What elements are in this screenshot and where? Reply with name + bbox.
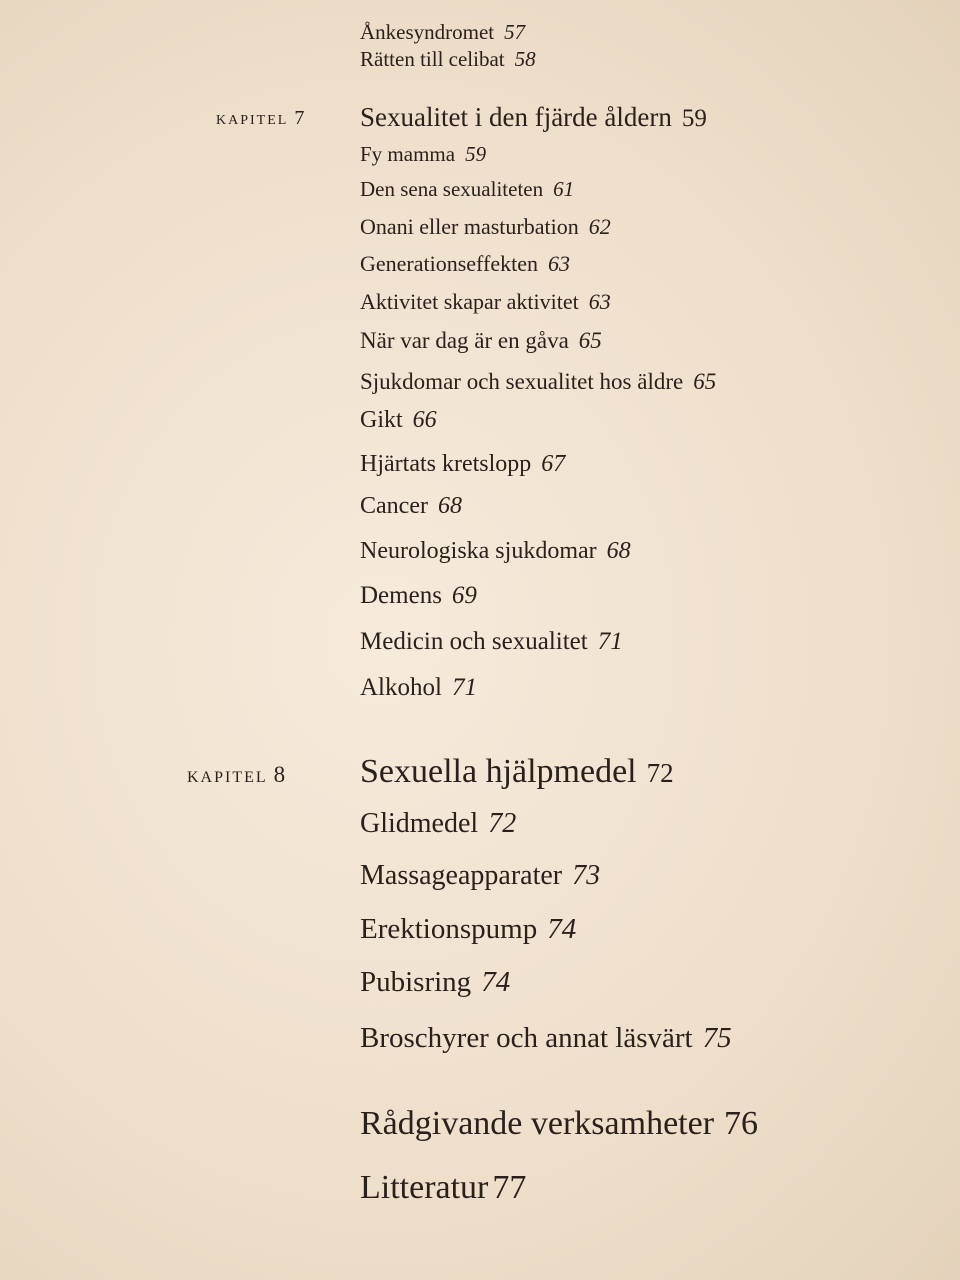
chapter-page: 72 bbox=[646, 758, 674, 788]
chapter-7-title bbox=[360, 104, 707, 131]
toc-entry-page: 57 bbox=[504, 20, 526, 44]
toc-entry: Broschyrer och annat läsvärt 75 bbox=[360, 1022, 732, 1054]
toc-entry: Demens 69 bbox=[360, 582, 477, 609]
toc-entry: När var dag är en gåva 65 bbox=[360, 328, 602, 353]
chapter-title: Sexuella hjälpmedel bbox=[360, 753, 637, 790]
toc-entry: Onani eller masturbation 62 bbox=[360, 214, 611, 239]
toc-entry: Pubisring 74 bbox=[360, 966, 511, 998]
toc-entry: Neurologiska sjukdomar 68 bbox=[360, 538, 631, 564]
toc-entry-back-matter: Litteratur 77 bbox=[360, 1169, 527, 1206]
chapter-page: 59 bbox=[681, 105, 707, 132]
toc-entry: Den sena sexualiteten 61 bbox=[360, 177, 575, 201]
toc-entry: Generationseffekten 63 bbox=[360, 251, 570, 276]
toc-entry: Aktivitet skapar aktivitet 63 bbox=[360, 289, 611, 314]
toc-entry: Gikt 66 bbox=[360, 407, 437, 433]
toc-entry: Hjärtats kretslopp 67 bbox=[360, 451, 566, 477]
toc-entry-back-matter: Rådgivande verksamheter 76 bbox=[360, 1105, 759, 1142]
toc-entry: Glidmedel 72 bbox=[360, 808, 517, 839]
chapter-title: Sexualitet i den fjärde åldern bbox=[360, 102, 672, 132]
toc-entry bbox=[360, 22, 525, 43]
toc-entry-title: Rätten till celibat bbox=[360, 47, 505, 71]
chapter-8-title bbox=[360, 755, 674, 789]
chapter-7-label: kapitel 7 bbox=[216, 107, 305, 129]
cut-off-entry bbox=[360, 0, 365, 7]
toc-entry-title: Ånkesyndromet bbox=[360, 20, 495, 44]
toc-entry bbox=[360, 49, 536, 70]
toc-entry: Cancer 68 bbox=[360, 493, 462, 519]
toc-entry: Medicin och sexualitet 71 bbox=[360, 628, 623, 655]
toc-entry: Alkohol 71 bbox=[360, 674, 477, 701]
chapter-8-label: kapitel 8 bbox=[187, 762, 286, 787]
toc-entry: Erektionspump 74 bbox=[360, 913, 577, 945]
toc-entry: Fy mamma 59 bbox=[360, 142, 487, 166]
toc-entry-page: 58 bbox=[514, 47, 536, 71]
toc-entry: Sjukdomar och sexualitet hos äldre 65 bbox=[360, 369, 717, 394]
toc-entry: Massageapparater 73 bbox=[360, 860, 601, 891]
